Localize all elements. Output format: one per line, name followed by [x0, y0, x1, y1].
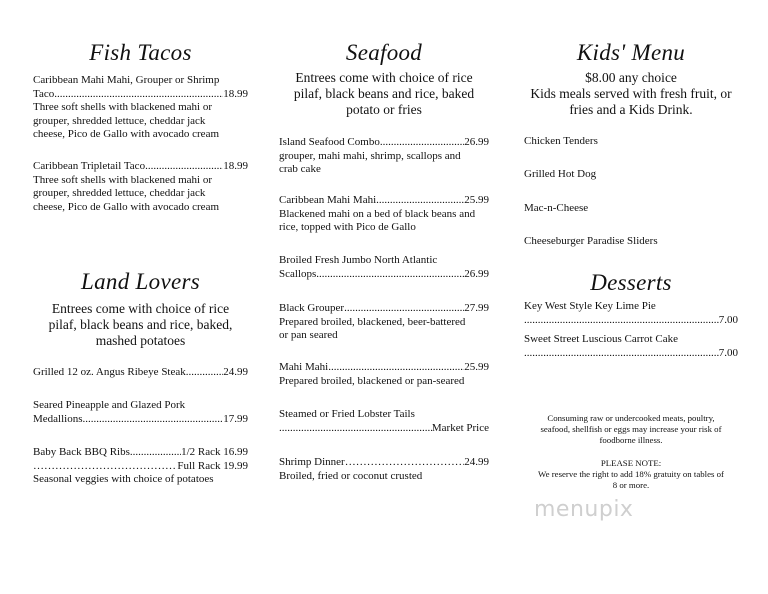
dot-leader	[33, 460, 177, 474]
notice-line: seafood, shellfish or eggs may increase your risk of	[540, 424, 722, 434]
item-name: Shrimp Dinner	[279, 456, 345, 468]
item-description: Three soft shells with blackened mahi or	[33, 101, 213, 114]
item-price: 17.99	[223, 412, 248, 425]
land-lovers-intro	[33, 301, 248, 349]
item-name-price-row	[279, 268, 489, 282]
item-name-price-row	[33, 160, 248, 174]
item-name: Seared Pineapple and Glazed Pork	[33, 399, 186, 411]
item-name-price-row	[279, 422, 489, 436]
intro-line: Kids meals served with fresh fruit, or	[530, 86, 732, 101]
item-description: Seasonal veggies with choice of potatoes	[33, 473, 214, 486]
item-name-price-row	[279, 194, 489, 208]
intro-line: pilaf, black beans and rice, baked,	[48, 317, 233, 332]
dot-leader	[130, 446, 181, 460]
dot-leader	[54, 88, 223, 102]
dot-leader	[524, 347, 719, 361]
seafood-heading: Seafood	[345, 40, 423, 65]
item-name: Medallions	[33, 412, 83, 425]
item-name-price-row	[279, 456, 489, 470]
item-name-price-row	[33, 88, 248, 102]
menu-item	[279, 302, 489, 343]
intro-line: Entrees come with choice of rice	[295, 70, 473, 85]
item-name: Baby Back BBQ Ribs	[33, 446, 130, 458]
menu-item	[33, 74, 248, 142]
kids-item: Chicken Tenders	[524, 135, 598, 147]
item-description: Broiled, fried or coconut crusted	[279, 469, 423, 482]
item-price: Market Price	[431, 421, 489, 434]
dot-leader	[380, 136, 464, 150]
item-name-price-row	[524, 347, 738, 361]
menu-item	[279, 361, 489, 388]
menu-item	[279, 136, 489, 177]
item-description: crab cake	[279, 163, 321, 176]
intro-line: mashed potatoes	[95, 333, 186, 348]
item-name: Caribbean Mahi Mahi	[279, 194, 377, 206]
menu-item	[33, 399, 248, 426]
item-price: 7.00	[718, 313, 738, 326]
dot-leader	[344, 302, 464, 316]
item-description: cheese, Pico de Gallo with avocado cream	[33, 200, 220, 213]
item-name-price-row	[33, 366, 248, 380]
item-price: 7.00	[718, 346, 738, 359]
dot-leader	[376, 194, 464, 208]
seafood-intro	[279, 70, 489, 118]
item-price: Full Rack 19.99	[177, 459, 248, 472]
menu-item	[33, 446, 248, 487]
item-name: Grilled 12 oz. Angus Ribeye Steak	[33, 366, 186, 378]
item-name-price-row	[524, 314, 738, 328]
menu-item	[33, 366, 248, 380]
dot-leader	[316, 268, 464, 282]
kids-item: Grilled Hot Dog	[524, 168, 597, 180]
menu-item	[524, 333, 738, 360]
item-name: Scallops	[279, 267, 317, 280]
kids-menu-heading: Kids' Menu	[576, 40, 686, 65]
kids-item: Mac-n-Cheese	[524, 202, 589, 214]
item-description: Prepared broiled, blackened or pan-seared	[279, 374, 465, 387]
dot-leader	[83, 413, 224, 427]
item-name: Steamed or Fried Lobster Tails	[279, 408, 415, 420]
item-name-price-row	[279, 136, 489, 150]
dot-leader	[524, 314, 719, 328]
item-name-price-row	[279, 302, 489, 316]
item-price: 24.99	[464, 456, 489, 468]
notice-title: PLEASE NOTE:	[600, 458, 662, 468]
menupix-watermark: menupix	[534, 497, 634, 522]
item-name: Black Grouper	[279, 302, 345, 314]
item-price: 26.99	[464, 267, 489, 280]
item-description: or pan seared	[279, 329, 338, 342]
menu-item	[279, 408, 489, 435]
menu-item	[33, 160, 248, 214]
item-name: Mahi Mahi	[279, 361, 329, 373]
dot-leader	[186, 366, 223, 380]
item-price: 25.99	[464, 361, 489, 373]
item-description: grouper, mahi mahi, shrimp, scallops and	[279, 149, 461, 162]
menu-item	[279, 456, 489, 483]
dot-leader	[145, 160, 223, 174]
item-description: rice, topped with Pico de Gallo	[279, 221, 416, 234]
desserts-heading: Desserts	[590, 270, 672, 295]
menu-item	[524, 300, 738, 327]
dot-leader	[345, 456, 465, 470]
item-description: Prepared broiled, blackened, beer-battered	[279, 315, 466, 328]
intro-line: Entrees come with choice of rice	[51, 301, 230, 316]
item-price: 26.99	[464, 136, 489, 148]
intro-line: potato or fries	[346, 102, 422, 117]
kids-item: Cheeseburger Paradise Sliders	[524, 235, 658, 247]
intro-line: fries and a Kids Drink.	[569, 102, 693, 117]
item-description: grouper, shredded lettuce, cheddar jack	[33, 114, 206, 127]
item-name: Sweet Street Luscious Carrot Cake	[524, 333, 678, 345]
item-name-price-row	[279, 361, 489, 375]
item-description: Blackened mahi on a bed of black beans and	[279, 207, 476, 220]
item-name: Taco	[33, 87, 55, 100]
menu-item	[279, 194, 489, 235]
item-price: 25.99	[464, 194, 489, 206]
menu-item	[279, 254, 489, 281]
item-name: Caribbean Tripletail Taco	[33, 160, 146, 172]
item-name: Key West Style Key Lime Pie	[524, 300, 656, 312]
item-description: Three soft shells with blackened mahi or	[33, 173, 213, 186]
notice-line: 8 or more.	[612, 480, 650, 490]
item-price: 27.99	[464, 302, 489, 314]
kids-menu-intro	[524, 70, 738, 118]
item-price: 1/2 Rack 16.99	[181, 446, 248, 458]
item-name-price-row	[33, 460, 248, 474]
intro-line: pilaf, black beans and rice, baked	[293, 86, 475, 101]
fish-tacos-heading: Fish Tacos	[89, 40, 192, 65]
item-name: Broiled Fresh Jumbo North Atlantic	[279, 254, 438, 266]
item-description: grouper, shredded lettuce, cheddar jack	[33, 187, 206, 200]
item-price: 18.99	[223, 87, 248, 100]
dot-leader	[328, 361, 464, 375]
land-lovers-heading: Land Lovers	[81, 269, 200, 294]
notice-line: foodborne illness.	[599, 435, 663, 445]
intro-line: $8.00 any choice	[585, 70, 677, 85]
item-price: 18.99	[223, 160, 248, 172]
item-description: cheese, Pico de Gallo with avocado cream	[33, 128, 220, 141]
dot-leader	[279, 422, 432, 436]
notice-line: Consuming raw or undercooked meats, poultry,	[547, 413, 715, 423]
item-name-price-row	[33, 446, 248, 460]
item-name: Island Seafood Combo	[279, 136, 380, 148]
item-name: Caribbean Mahi Mahi, Grouper or Shrimp	[33, 74, 220, 86]
gratuity-notice	[524, 458, 738, 491]
food-safety-notice	[524, 413, 738, 446]
item-price: 24.99	[223, 366, 248, 378]
notice-line: We reserve the right to add 18% gratuity on tables of	[538, 469, 724, 479]
item-name-price-row	[33, 413, 248, 427]
